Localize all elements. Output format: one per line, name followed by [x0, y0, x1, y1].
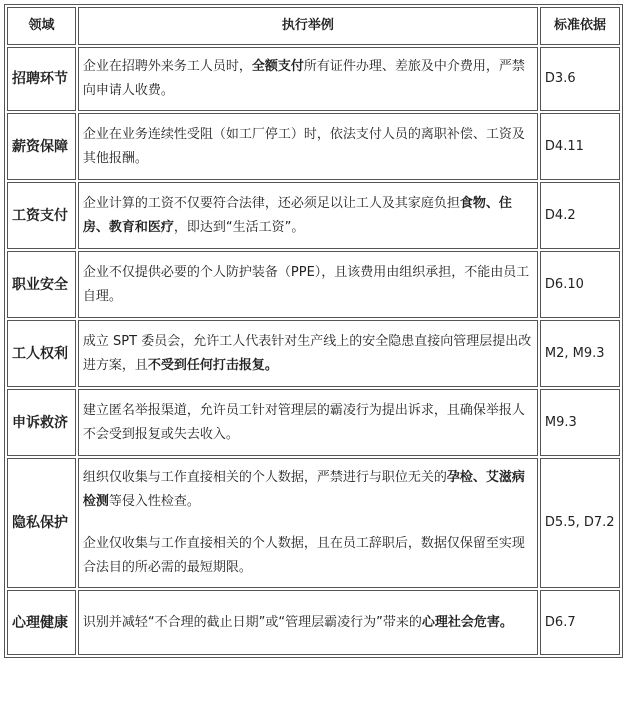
emphasis-text: 不受到任何打击报复。	[147, 357, 278, 373]
standard-cell: D4.2	[540, 182, 620, 249]
area-cell: 工人权利	[7, 320, 76, 387]
example-text: 企业仅收集与工作直接相关的个人数据，且在员工辞职后，数据仅保留至实现合法目的所必需的最短期限。	[82, 536, 525, 575]
emphasis-text: 全额支付	[251, 59, 304, 74]
emphasis-text: 食物、住房、教育和医疗	[82, 195, 512, 235]
header-area: 领域	[7, 7, 76, 45]
example-text: 企业在招聘外来务工人员时，	[82, 59, 252, 74]
table-row	[7, 182, 620, 249]
example-paragraph	[83, 123, 533, 171]
area-cell: 隐私保护	[7, 458, 76, 588]
example-paragraph	[83, 399, 533, 447]
example-text: ，即达到“生活工资”。	[173, 219, 305, 235]
example-cell	[78, 389, 538, 456]
table-row	[7, 113, 620, 180]
area-cell: 职业安全	[7, 251, 76, 318]
header-example: 执行举例	[78, 7, 538, 45]
example-paragraph	[83, 611, 533, 635]
table-row	[7, 458, 620, 588]
example-cell	[78, 182, 538, 249]
example-paragraph	[83, 192, 533, 240]
example-text: 企业计算的工资不仅要符合法律，还必须足以让工人及其家庭负担	[82, 195, 460, 211]
table-row	[7, 47, 620, 111]
standard-cell: D5.5, D7.2	[540, 458, 620, 588]
example-text: 识别并减轻“不合理的截止日期”或“管理层霸凌行为”带来的	[82, 614, 422, 630]
example-cell	[78, 47, 538, 111]
table-row	[7, 590, 620, 655]
example-text: 企业不仅提供必要的个人防护装备（PPE），且该费用由组织承担，不能由员工自理。	[82, 264, 530, 304]
table-row	[7, 389, 620, 456]
example-paragraph	[83, 261, 533, 309]
standard-cell: M2, M9.3	[540, 320, 620, 387]
example-paragraph	[83, 55, 533, 103]
area-cell: 心理健康	[7, 590, 76, 655]
standard-cell: D6.7	[540, 590, 620, 655]
example-text: 组织仅收集与工作直接相关的个人数据，严禁进行与职位无关的	[82, 470, 447, 485]
standard-cell: D4.11	[540, 113, 620, 180]
standard-cell: D6.10	[540, 251, 620, 318]
example-text: 建立匿名举报渠道，允许员工针对管理层的霸凌行为提出诉求，且确保举报人不会受到报复或失去收入。	[82, 402, 525, 442]
example-paragraph	[83, 532, 533, 580]
example-cell	[78, 251, 538, 318]
example-cell	[78, 320, 538, 387]
example-cell	[78, 458, 538, 588]
area-cell: 申诉救济	[7, 389, 76, 456]
example-paragraph	[83, 330, 533, 378]
example-text: 成立 SPT 委员会，允许工人代表针对生产线上的安全隐患直接向管理层提出改进方案，且	[82, 333, 532, 373]
header-row	[7, 7, 620, 45]
area-cell: 招聘环节	[7, 47, 76, 111]
example-cell	[78, 113, 538, 180]
table-row	[7, 320, 620, 387]
example-text: 等侵入性检查。	[108, 494, 200, 509]
emphasis-text: 孕检、艾滋病检测	[82, 470, 525, 509]
table-row	[7, 251, 620, 318]
area-cell: 薪资保障	[7, 113, 76, 180]
standards-table	[4, 4, 623, 658]
standard-cell: D3.6	[540, 47, 620, 111]
example-paragraph	[83, 466, 533, 514]
header-standard: 标准依据	[540, 7, 620, 45]
example-text: 所有证件办理、差旅及中介费用，严禁向申请人收费。	[82, 59, 525, 98]
area-cell: 工资支付	[7, 182, 76, 249]
example-text: 企业在业务连续性受阻（如工厂停工）时，依法支付人员的离职补偿、工资及其他报酬。	[82, 126, 525, 166]
standard-cell: M9.3	[540, 389, 620, 456]
emphasis-text: 心理社会危害。	[421, 614, 513, 630]
example-cell	[78, 590, 538, 655]
